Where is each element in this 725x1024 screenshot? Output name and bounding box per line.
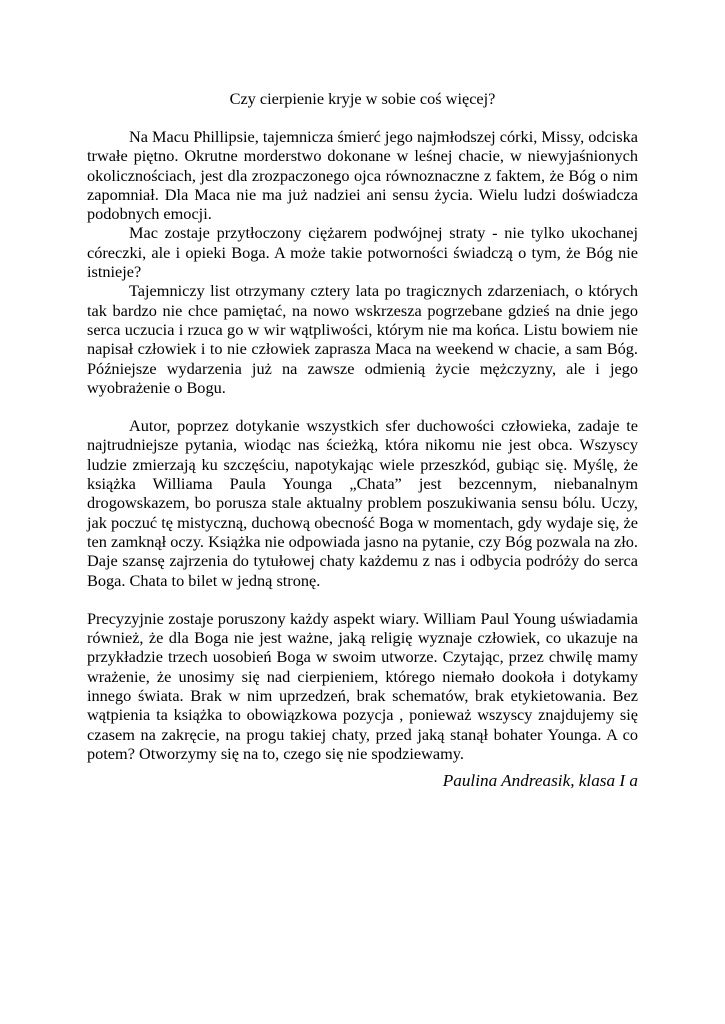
paragraph-spacer: [87, 397, 638, 416]
author-signature: Paulina Andreasik, klasa I a: [442, 771, 638, 791]
paragraph-5: Precyzyjnie zostaje poruszony każdy aspekt wiary. William Paul Young uświadamia również, że dla Boga nie jest ważne, jaką religię wyznaje człowiek, co ukazuje na przykładzie trzech uosobień Boga w swoim utworze. Czytając, przez chwilę mamy wrażenie, że unosimy się nad cierpieniem, którego niemało dookoła i dotykamy innego świata. Brak w nim uprzedzeń, brak schematów, brak etykietowania. Bez wątpienia ta książka to obowiązkowa pozycja , ponieważ wszyscy znajdujemy się czasem na zakręcie, na progu takiej chaty, przed jaką stanął bohater Younga. A co potem? Otworzymy się na to, czego się nie spodziewamy.: [87, 608, 638, 763]
page-title: Czy cierpienie kryje w sobie coś więcej?: [229, 89, 496, 108]
paragraph-spacer: [87, 590, 638, 609]
paragraph-2: Mac zostaje przytłoczony ciężarem podwójnej straty - nie tylko ukochanej córeczki, ale i opieki Boga. A może takie potworności świadczą o tym, że Bóg nie istnieje?: [87, 223, 638, 282]
document-body: [87, 127, 638, 791]
paragraph-1: Na Macu Phillipsie, tajemnicza śmierć jego najmłodszej córki, Missy, odciska trwałe piętno. Okrutne morderstwo dokonane w leśnej chacie, w niewyjaśnionych okolicznościach, jest dla zrozpaczonego ojca równoznaczne z faktem, że Bóg o nim zapomniał. Dla Maca nie ma już nadziei ani sensu życia. Wielu ludzi doświadcza podobnych emocji.: [87, 127, 638, 224]
paragraph-3: Tajemniczy list otrzymany cztery lata po tragicznych zdarzeniach, o których tak bardzo nie chce pamiętać, na nowo wskrzesza pogrzebane gdzieś na dnie jego serca uczucia i rzuca go w wir wątpliwości, którym nie ma końca. Listu bowiem nie napisał człowiek i to nie człowiek zaprasza Maca na weekend w chacie, a sam Bóg. Późniejsze wydarzenia już na zawsze odmienią życie mężczyzny, ale i jego wyobrażenie o Bogu.: [87, 281, 638, 397]
paragraph-4: Autor, poprzez dotykanie wszystkich sfer duchowości człowieka, zadaje te najtrudniejsze pytania, wiodąc nas ścieżką, która nikomu nie jest obca. Wszyscy ludzie zmierzają ku szczęściu, napotykając wiele przeszkód, gubiąc się. Myślę, że książka Williama Paula Younga „Chata” jest bezcennym, niebanalnym drogowskazem, bo porusza stale aktualny problem poszukiwania sensu bólu. Uczy, jak poczuć tę mistyczną, duchową obecność Boga w momentach, gdy wydaje się, że ten zamknął oczy. Książka nie odpowiada jasno na pytanie, czy Bóg pozwala na zło. Daje szansę zajrzenia do tytułowej chaty każdemu z nas i odbycia podróży do serca Boga. Chata to bilet w jedną stronę.: [87, 416, 638, 590]
